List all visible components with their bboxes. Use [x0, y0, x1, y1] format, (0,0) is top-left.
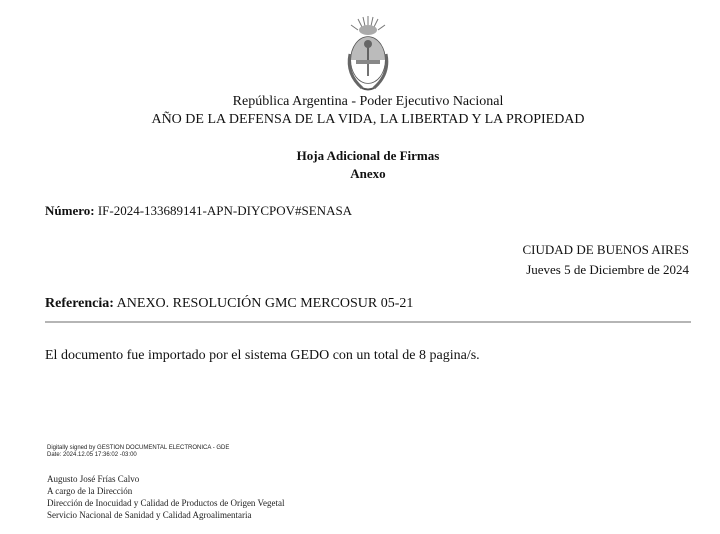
body-text: El documento fue importado por el sistema GEDO con un total de 8 pagina/s. [45, 348, 480, 363]
document-date: Jueves 5 de Diciembre de 2024 [526, 262, 689, 277]
signer-agency: Servicio Nacional de Sanidad y Calidad Agroalimentaria [47, 510, 252, 520]
reference-value: ANEXO. RESOLUCIÓN GMC MERCOSUR 05-21 [116, 296, 414, 311]
coat-of-arms-icon [344, 14, 392, 94]
reference-label: Referencia: [45, 296, 114, 311]
government-header: República Argentina - Poder Ejecutivo Nacional [232, 94, 504, 109]
digital-signature-date: Date: 2024.12.05 17:36:02 -03:00 [47, 452, 137, 458]
document-number-label: Número: [45, 203, 95, 218]
document-number [45, 203, 352, 219]
reference [45, 296, 413, 312]
page-subtitle: Anexo [350, 166, 386, 181]
place: CIUDAD DE BUENOS AIRES [522, 242, 689, 257]
page-title: Hoja Adicional de Firmas [296, 148, 440, 163]
signer-role: A cargo de la Dirección [47, 486, 133, 496]
signer-office: Dirección de Inocuidad y Calidad de Productos de Origen Vegetal [47, 498, 285, 508]
digital-signature-line: Digitally signed by GESTION DOCUMENTAL ELECTRONICA - GDE [47, 445, 230, 451]
signer-name: Augusto José Frías Calvo [47, 474, 140, 484]
divider [45, 321, 691, 323]
document-number-value: IF-2024-133689141-APN-DIYCPOV#SENASA [97, 203, 353, 218]
year-motto: AÑO DE LA DEFENSA DE LA VIDA, LA LIBERTAD Y LA PROPIEDAD [151, 112, 585, 127]
